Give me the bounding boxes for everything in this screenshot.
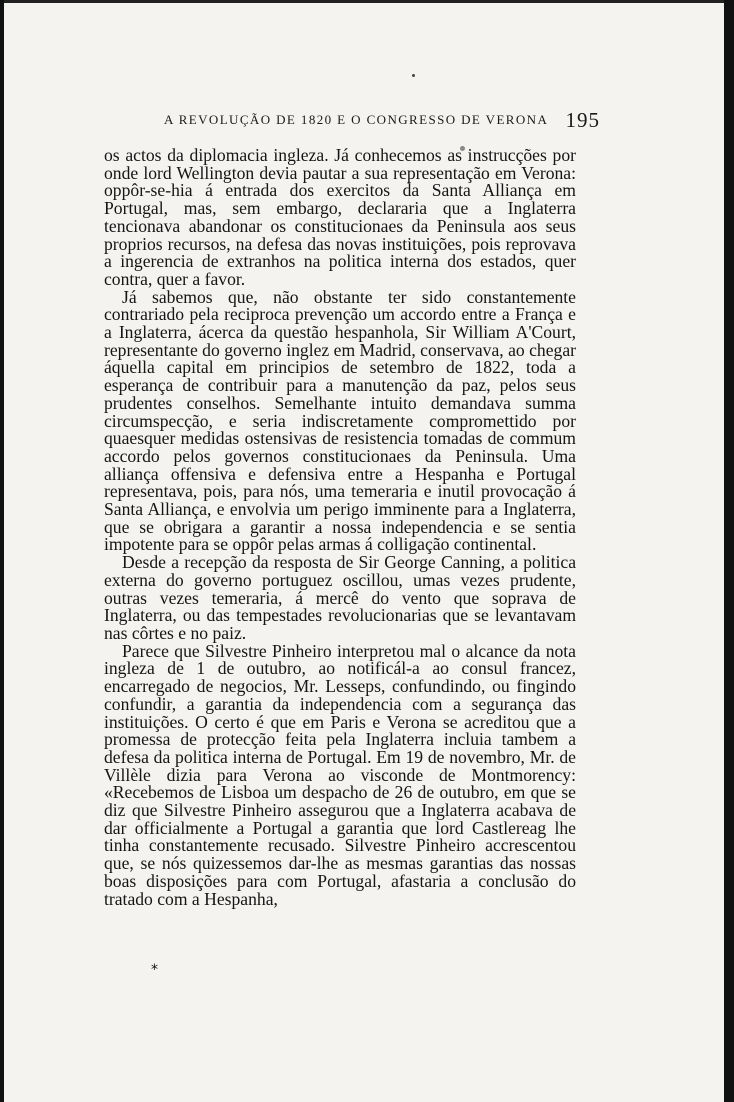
paragraph: Parece que Silvestre Pinheiro interpretou mal o alcance da nota ingleza de 1 de outubro, ao notificál-a ao consul francez, encarregado de negocios, Mr. Lesseps, confundindo, ou fingindo confundir, a garantia da independencia com a segurança das instituições. O certo é que em Paris e Verona se acreditou que a promessa de protecção feita pela Inglaterra incluia tambem a defesa da politica interna de Portugal. Em 19 de novembro, Mr. de Villèle dizia para Verona ao visconde de Montmorency: «Recebemos de Lisboa um despacho de 26 de outubro, em que se diz que Silvestre Pinheiro assegurou que a Inglaterra acabava de dar officialmente a Portugal a garantia que lord Castlereag lhe tinha constantemente recusado. Silvestre Pinheiro accrescentou que, se nós quizessemos dar-lhe as mesmas garantias das nossas boas disposições para com Portugal, afastaria a conclusão do tratado com a Hespanha, <box>104 640 576 909</box>
paragraph: Desde a recepção da resposta de Sir George Canning, a politica externa do governo portuguez oscillou, umas vezes prudente, outras vezes temeraria, á mercê do vento que soprava de Inglaterra, ou das tempestades revolucionarias que se levantavam nas côrtes e no paiz. <box>104 552 576 643</box>
signature-mark: * <box>151 962 158 978</box>
running-title: A REVOLUÇÃO DE 1820 E O CONGRESSO DE VERONA <box>164 112 549 127</box>
ink-speck <box>412 74 415 77</box>
scan-edge-right <box>724 0 734 1102</box>
body-text <box>104 147 576 908</box>
paragraph: os actos da diplomacia ingleza. Já conhecemos as instrucções por onde lord Wellington devia pautar a sua representação em Verona: oppôr-se-hia á entrada dos exercitos da Santa Alliança em Portugal, mas, sem embargo, declararia que a Inglaterra tencionava abandonar os constitucionaes da Peninsula aos seus proprios recursos, na defesa das novas instituições, pois reprovava a ingerencia de extranhos na politica interna dos estados, quer contra, quer a favor. <box>104 145 576 289</box>
scan-edge-left <box>0 0 4 1102</box>
page-number: 195 <box>565 108 600 132</box>
running-header <box>104 108 600 136</box>
scan-edge-top <box>0 0 734 3</box>
paragraph: Já sabemos que, não obstante ter sido constantemente contrariado pela reciproca prevenção um accordo entre a França e a Inglaterra, ácerca da questão hespanhola, Sir William A'Court, representante do governo inglez em Madrid, conservava, ao chegar áquella capital em principios de setembro de 1822, toda a esperança de contribuir para a manutenção da paz, pelos seus prudentes conselhos. Semelhante intuito demandava summa circumspecção, e seria indiscretamente compromettido por quaesquer medidas ostensivas de resistencia tomadas de commum accordo pelos governos constitucionaes da Peninsula. Uma alliança offensiva e defensiva entre a Hespanha e Portugal representava, pois, para nós, uma temeraria e inutil provocação á Santa Alliança, e envolvia um perigo imminente para a Inglaterra, que se obrigara a garantir a nossa independencia e se sentia impotente para se oppôr pelas armas á colligação continental. <box>104 286 576 555</box>
